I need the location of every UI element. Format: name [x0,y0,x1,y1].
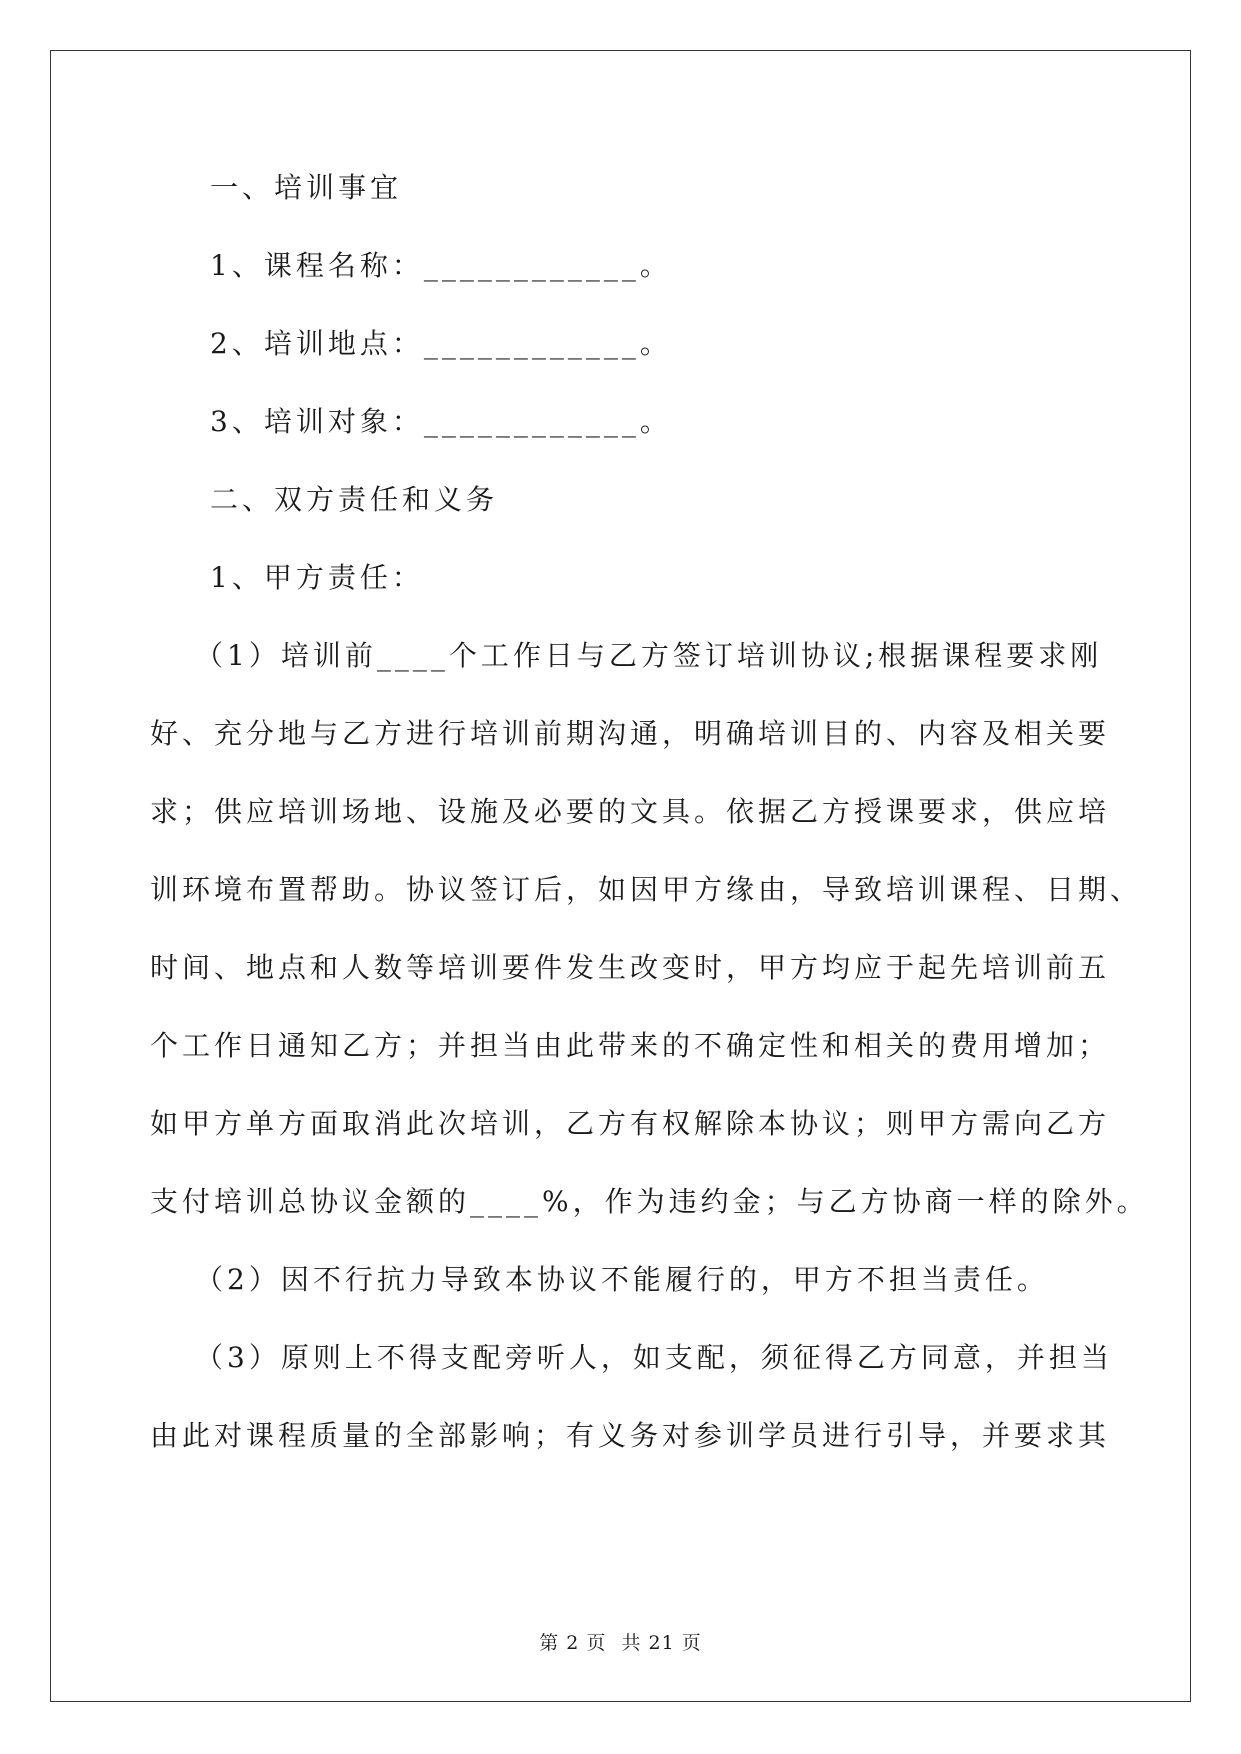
paragraph-line: （3）原则上不得支配旁听人，如支配，须征得乙方同意，并担当 [195,1341,1113,1374]
paragraph-line: 训环境布置帮助。协议签订后，如因甲方缘由，导致培训课程、日期、 [150,873,1143,906]
page-number: 第 2 页 [539,1632,607,1654]
field-training-target: 3、培训对象：____________。 [210,405,672,438]
paragraph-line: （2）因不行抗力导致本协议不能履行的，甲方不担当责任。 [195,1263,1049,1296]
paragraph-line: 个工作日通知乙方；并担当由此带来的不确定性和相关的费用增加； [150,1029,1111,1062]
section-heading-responsibilities: 二、双方责任和义务 [210,483,499,516]
paragraph-line: 好、充分地与乙方进行培训前期沟通，明确培训目的、内容及相关要 [150,717,1111,750]
field-course-name: 1、课程名称：____________。 [210,249,672,282]
paragraph-line: （1）培训前____个工作日与乙方签订培训协议;根据课程要求刚 [195,639,1103,672]
document-body [150,168,1149,1494]
paragraph-line: 支付培训总协议金额的____%，作为违约金；与乙方协商一样的除外。 [150,1185,1149,1218]
page-footer [0,1628,1241,1655]
page-total: 共 21 页 [621,1632,702,1654]
paragraph-line: 如甲方单方面取消此次培训，乙方有权解除本协议；则甲方需向乙方 [150,1107,1111,1140]
field-training-location: 2、培训地点：____________。 [210,327,672,360]
subheading-party-a: 1、甲方责任： [210,561,424,594]
section-heading-training: 一、培训事宜 [210,171,403,204]
paragraph-line: 由此对课程质量的全部影响；有义务对参训学员进行引导，并要求其 [150,1419,1111,1452]
paragraph-line: 求；供应培训场地、设施及必要的文具。依据乙方授课要求，供应培 [150,795,1111,828]
paragraph-line: 时间、地点和人数等培训要件发生改变时，甲方均应于起先培训前五 [150,951,1111,984]
